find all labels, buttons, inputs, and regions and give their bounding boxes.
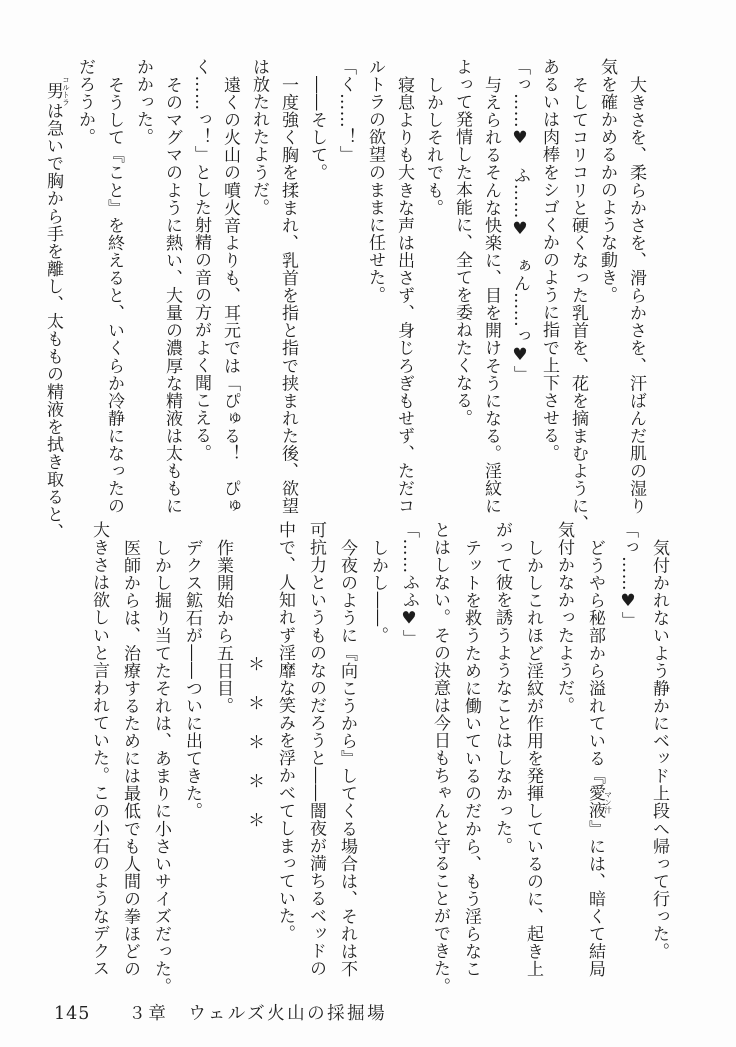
text-column: とはしない。その決意は今日もちゃんと守ることができた。 <box>430 521 450 995</box>
text-column: 中で、人知れず淫靡な笑みを浮かべてしまっていた。 <box>275 521 295 943</box>
text-column: しかしこれほど淫紋が作用を発揮しているのに、起き上 <box>523 538 543 978</box>
text-column: 気付かれないよう静かにベッド上段へ帰って行った。 <box>649 538 669 960</box>
ruby-annotation: 愛液マン汁 <box>585 784 613 820</box>
text-column: 大きさは欲しいと言われていた。この小石のようなデクス <box>89 521 109 978</box>
text-column: かかった。 <box>133 58 153 146</box>
text-column: 気付かなかったようだ。 <box>554 521 574 715</box>
text-column: 「く……！」 <box>336 58 356 164</box>
bottom-text-block <box>83 521 674 995</box>
text-column: デクス鉱石が――ついに出てきた。 <box>182 538 202 820</box>
text-column: しかし――。 <box>368 538 388 644</box>
text-column: 遠くの火山の噴火音よりも、耳元では「ぴゅる！ ぴゅ <box>220 75 240 515</box>
text-column: 気を確かめるかのような動き。 <box>597 58 617 304</box>
text-column: 「……ふふ♥」 <box>399 521 419 647</box>
text-column: 大きさを、柔らかさを、滑らかさを、汗ばんだ肌の湿り <box>626 75 646 515</box>
text-column: 「っ……♥」 <box>618 521 638 630</box>
text-column: がって彼を誘うようなことはしなかった。 <box>492 521 512 855</box>
chapter-title: ３章 ウェルズ火山の採掘場 <box>128 1004 388 1024</box>
text-column: そうして『こと』を終えると、いくらか冷静になったの <box>104 75 124 515</box>
scene-separator: ＊＊＊＊＊ <box>244 654 264 850</box>
text-column: 今夜のように『向こうから』してくる場合は、それは不 <box>337 538 357 978</box>
text-column: く……っ！」とした射精の音の方がよく聞こえる。 <box>191 58 211 462</box>
text-column: 作業開始から五日目。 <box>213 538 233 714</box>
text-column: 寝息よりも大きな声は出さず、身じろぎもせず、ただコ <box>394 75 414 515</box>
text-column: どうやら秘部から溢れている『愛液マン汁』には、暗くて結局 <box>585 538 613 978</box>
page-footer <box>54 1000 387 1025</box>
text-column: しかし掘り当てたそれは、あまりに小さいサイズだった。 <box>151 538 171 995</box>
text-column: しかしそれでも。 <box>423 75 443 216</box>
text-column: ――そして。 <box>307 75 327 181</box>
top-text-block <box>38 58 650 541</box>
text-column: そのマグマのように熱い、大量の濃厚な精液は太ももに <box>162 75 182 515</box>
text-column: 可抗力というものなのだろうと――闇夜が満ちるベッドの <box>306 521 326 978</box>
ruby-annotation: 男コルトラ <box>43 75 71 106</box>
text-column: 医師からは、治療するためには最低でも人間の拳ほどの <box>120 538 140 978</box>
text-column: は放たれたようだ。 <box>249 58 269 216</box>
page-number: 145 <box>54 1004 91 1024</box>
text-column: テットを救うために働いているのだから、もう淫らなこ <box>461 538 481 978</box>
text-column: ルトラの欲望のままに任せた。 <box>365 58 385 304</box>
text-column: 男コルトラは急いで胸から手を離し、太ももの精液を拭き取ると、 <box>43 75 71 541</box>
text-column: よって発情した本能に、全てを委ねたくなる。 <box>452 58 472 427</box>
text-column: あるいは肉棒をシゴくかのように指で上下させる。 <box>539 58 559 462</box>
text-column: だろうか。 <box>75 58 95 146</box>
text-column: 一度強く胸を揉まれ、乳首を指と指で挟まれた後、欲望 <box>278 75 298 515</box>
text-column: そしてコリコリと硬くなった乳首を、花を摘まむように、 <box>568 75 588 532</box>
text-column: 与えられるそんな快楽に、目を開けそうになる。淫紋に <box>481 75 501 515</box>
text-column: 「っ……♥ ふ……♥ ぁん……っ♥」 <box>510 58 530 383</box>
